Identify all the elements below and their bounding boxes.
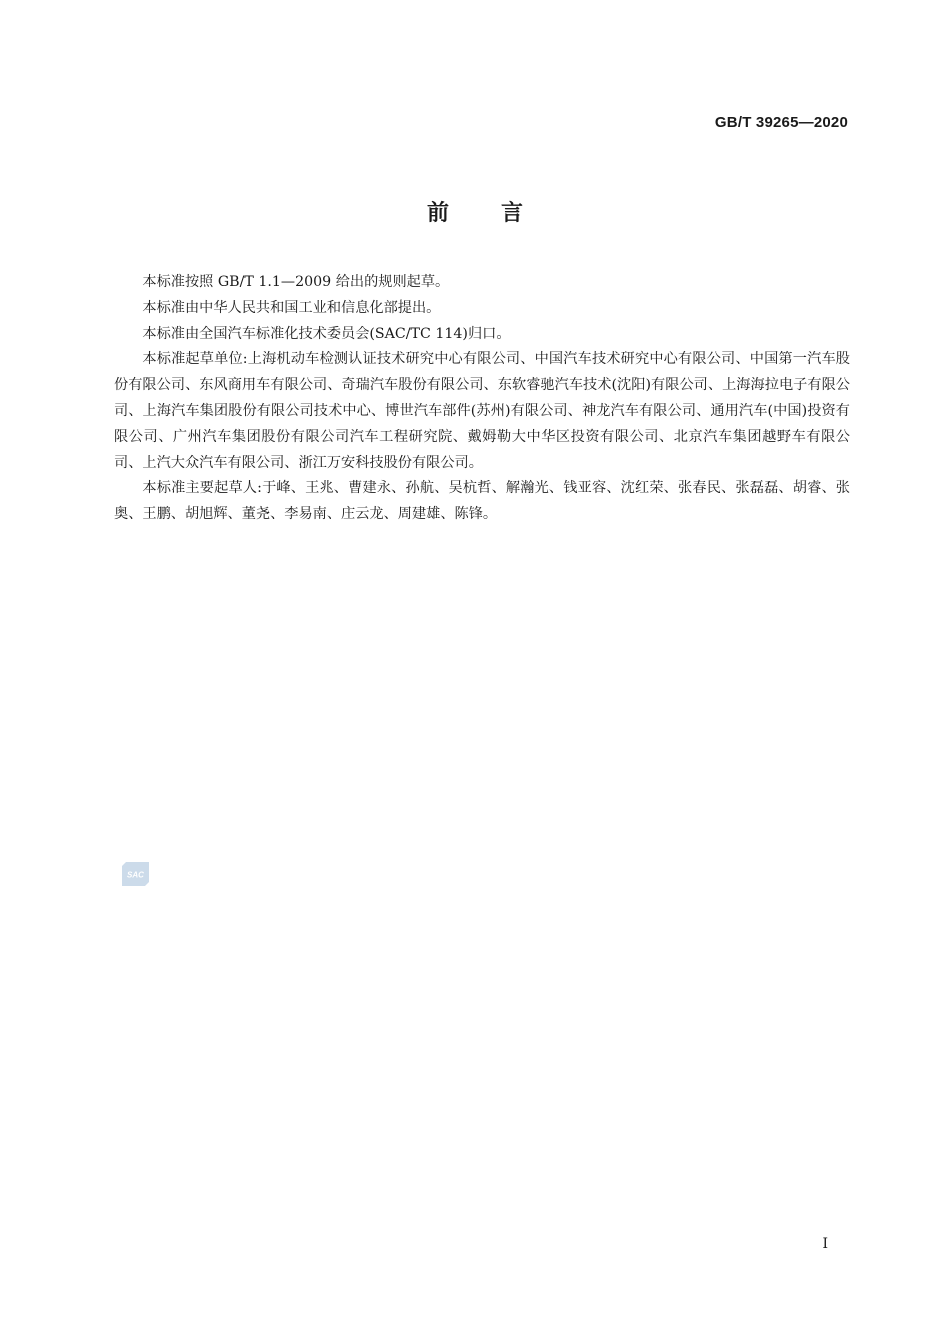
page-title: 前言 bbox=[426, 201, 575, 226]
paragraph-administrator: 本标准由全国汽车标准化技术委员会(SAC/TC 114)归口。 bbox=[142, 325, 511, 342]
page-number: I bbox=[822, 1236, 828, 1252]
foreword-body bbox=[114, 270, 850, 528]
paragraph-drafters: 本标准主要起草人:于峰、王兆、曹建永、孙航、吴杭哲、解瀚光、钱亚容、沈红荣、张春民、张磊磊、胡睿、张奥、王鹏、胡旭辉、董尧、李易南、庄云龙、周建雄、陈锋。 bbox=[114, 480, 850, 523]
standard-number: GB/T 39265—2020 bbox=[714, 114, 848, 131]
paragraph-drafting-units: 本标准起草单位:上海机动车检测认证技术研究中心有限公司、中国汽车技术研究中心有限公司、中国第一汽车股份有限公司、东风商用车有限公司、奇瑞汽车股份有限公司、东软睿驰汽车技术(沈阳)有限公司、上海海拉电子有限公司、上海汽车集团股份有限公司技术中心、博世汽车部件(苏州)有限公司、神龙汽车有限公司、通用汽车(中国)投资有限公司、广州汽车集团股份有限公司汽车工程研究院、戴姆勒大中华区投资有限公司、北京汽车集团越野车有限公司、上汽大众汽车有限公司、浙江万安科技股份有限公司。 bbox=[114, 351, 850, 471]
watermark-text: SAC bbox=[127, 870, 144, 880]
paragraph-proposer: 本标准由中华人民共和国工业和信息化部提出。 bbox=[142, 299, 441, 316]
paragraph-drafting-rules: 本标准按照 GB/T 1.1—2009 给出的规则起草。 bbox=[142, 274, 450, 290]
sac-watermark-logo bbox=[122, 862, 149, 886]
